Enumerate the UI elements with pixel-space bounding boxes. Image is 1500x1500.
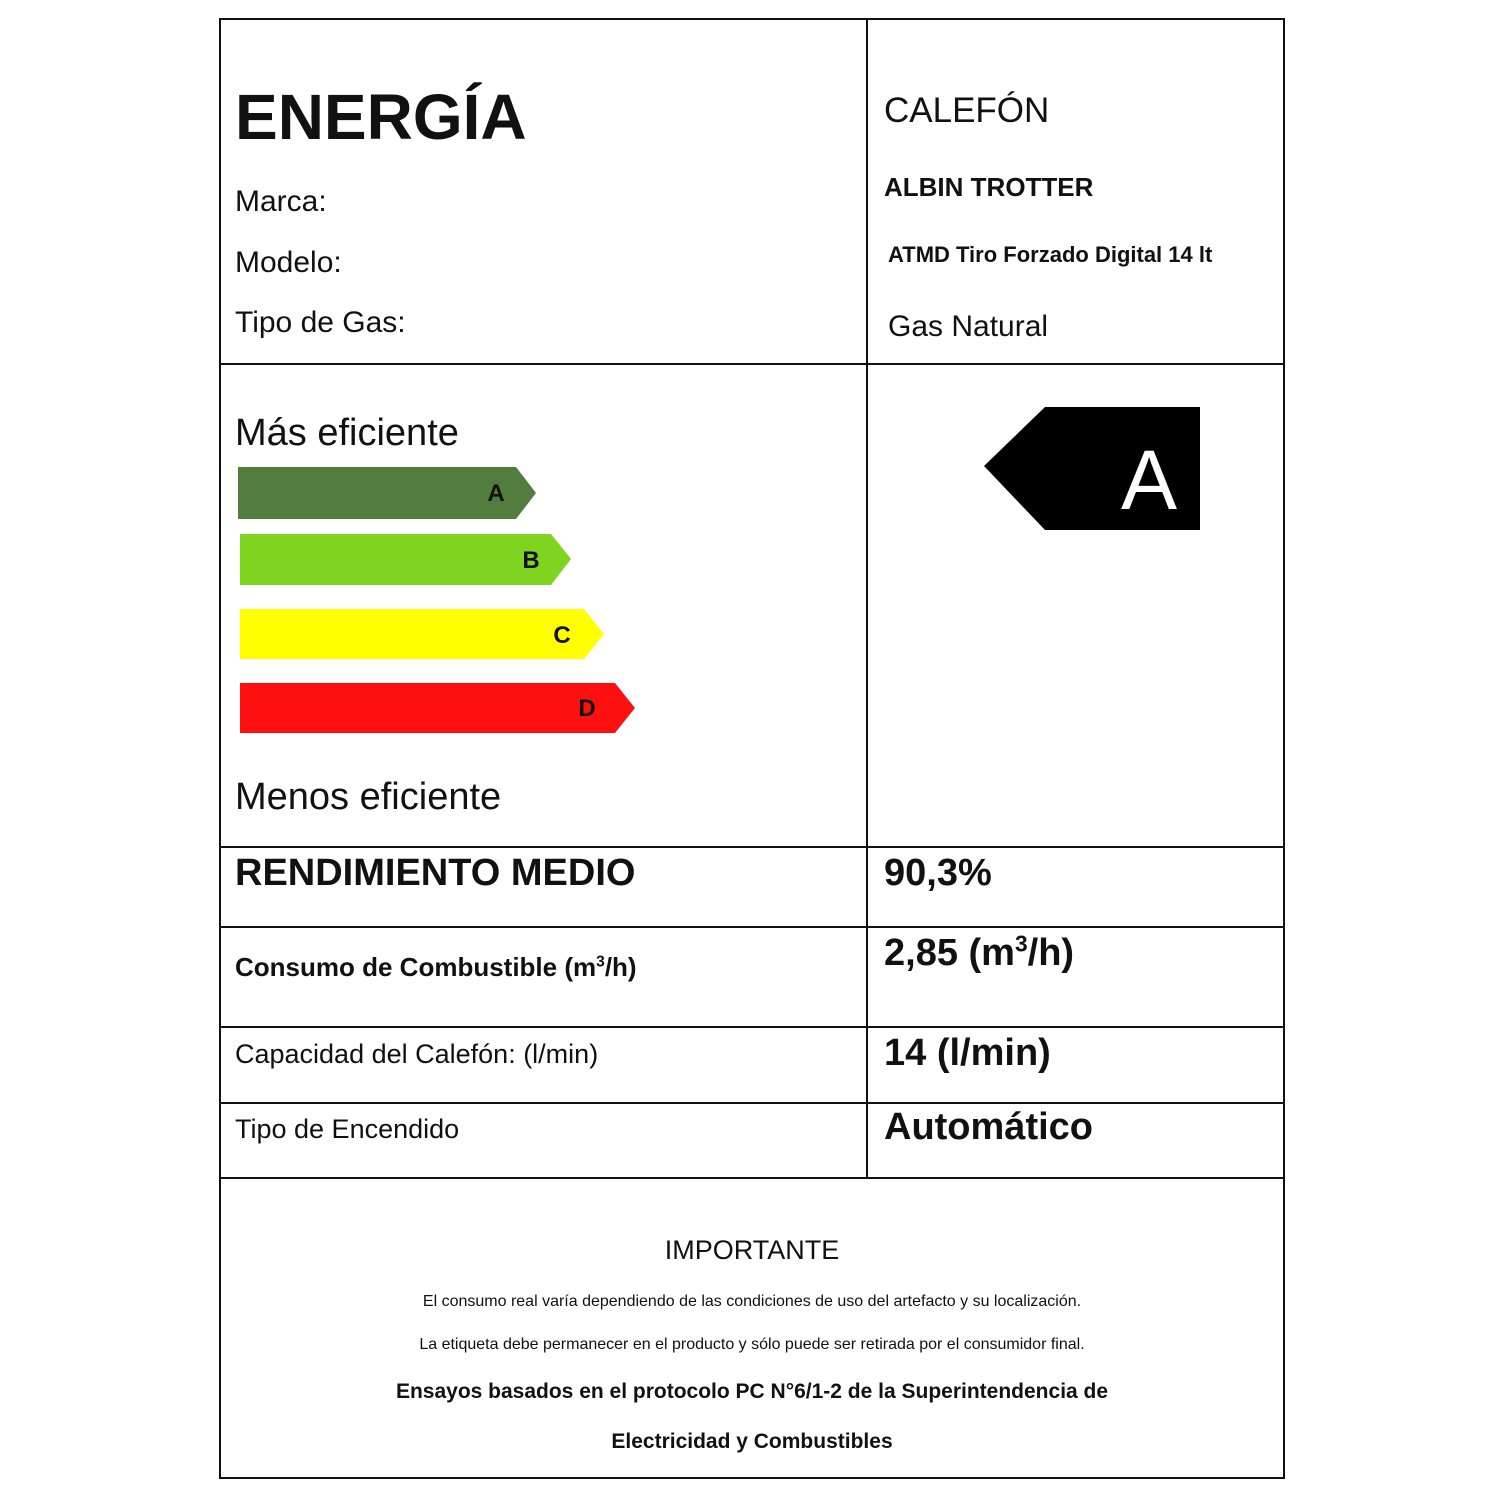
energy-label bbox=[219, 18, 1285, 1479]
label-title: ENERGÍA bbox=[235, 81, 527, 153]
class-arrow-b bbox=[240, 534, 571, 585]
encendido-label: Tipo de Encendido bbox=[235, 1114, 460, 1144]
divider bbox=[221, 926, 1283, 928]
footer-line-1: El consumo real varía dependiendo de las condiciones de uso del artefacto y su localización. bbox=[422, 1293, 1082, 1310]
most-efficient-label: Más eficiente bbox=[235, 412, 459, 454]
least-efficient-label: Menos eficiente bbox=[235, 776, 502, 818]
svg-text:D: D bbox=[578, 695, 596, 722]
footer-line-2: La etiqueta debe permanecer en el producto y sólo puede ser retirada por el consumidor final. bbox=[419, 1336, 1085, 1353]
encendido-value: Automático bbox=[884, 1106, 1093, 1148]
consumo-value: 2,85 $(m^3/h)$ bbox=[884, 930, 1075, 974]
footer-line-3: Ensayos basados en el protocolo PC N°6/1-2 de la Superintendencia de bbox=[395, 1380, 1109, 1403]
class-arrow-d bbox=[240, 683, 635, 733]
divider bbox=[221, 846, 1283, 848]
svg-text:C: C bbox=[553, 622, 571, 649]
gas-value: Gas Natural bbox=[888, 310, 1049, 343]
modelo-value: ATMD Tiro Forzado Digital 14 lt bbox=[888, 242, 1213, 267]
class-arrow-a bbox=[238, 467, 536, 519]
rendimiento-value: 90,3% bbox=[884, 852, 992, 894]
rendimiento-label: RENDIMIENTO MEDIO bbox=[235, 852, 636, 894]
capacidad-label: Capacidad del Calefón: (l/min) bbox=[235, 1039, 599, 1069]
product-type: CALEFÓN bbox=[884, 91, 1050, 130]
gas-label: Tipo de Gas: bbox=[235, 306, 406, 339]
svg-text:A: A bbox=[487, 480, 505, 507]
svg-text:A: A bbox=[1120, 433, 1178, 527]
divider bbox=[221, 1177, 1283, 1179]
consumo-label: Consumo de Combustible $(m^3/h)$ bbox=[235, 952, 637, 982]
capacidad-value: 14 (l/min) bbox=[884, 1032, 1051, 1074]
marca-value: ALBIN TROTTER bbox=[884, 172, 1094, 202]
svg-text:B: B bbox=[522, 547, 540, 574]
divider bbox=[221, 1102, 1283, 1104]
divider bbox=[221, 1026, 1283, 1028]
footer-heading: IMPORTANTE bbox=[664, 1235, 840, 1265]
divider bbox=[221, 363, 1283, 365]
class-arrow-c bbox=[240, 609, 604, 659]
modelo-label: Modelo: bbox=[235, 246, 342, 279]
marca-label: Marca: bbox=[235, 185, 327, 218]
rating-arrow bbox=[981, 404, 1205, 534]
column-divider bbox=[866, 20, 868, 1179]
efficiency-scale bbox=[221, 460, 861, 760]
footer-line-4: Electricidad y Combustibles bbox=[611, 1430, 893, 1453]
